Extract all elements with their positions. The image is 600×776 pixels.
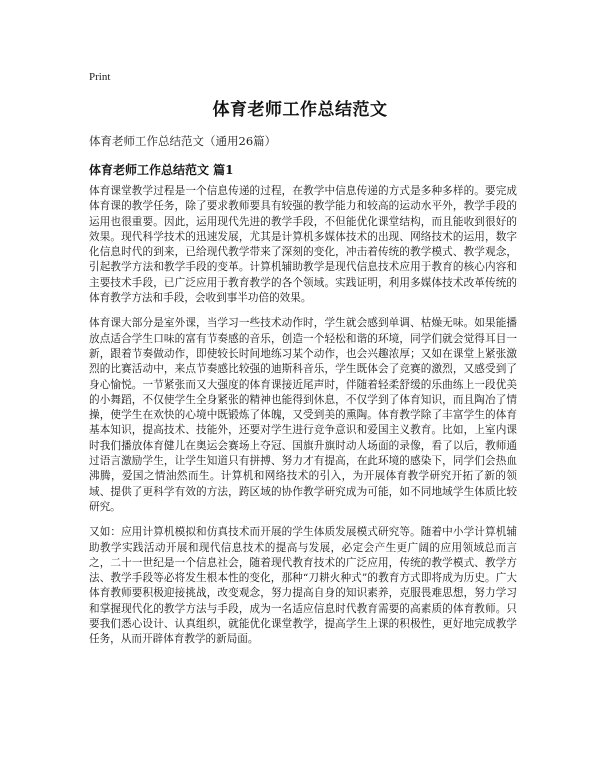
- paragraph-3: 又如：应用计算机模拟和仿真技术而开展的学生体质发展模式研究等。随着中小学计算机辅助教学实践活动开展和现代信息技术的提高与发展，必定会产生更广阔的应用领域总而言之，二十一世纪是一个信息社会，随着现代教育技术的广泛应用，传统的教学模式、教学方法、教学手段等必将发生根本性的变化，那种“刀耕火种式”的教育方式即将成为历史。广大体育教师要积极迎接挑战，改变观念，努力提高自身的知识素养，克服畏难思想，努力学习和掌握现代化的教学方法与手段，成为一名适应信息时代教育需要的高素质的体育教师。只要我们悉心设计、认真组织，就能优化课堂教学，提高学生上课的积极性，更好地完成教学任务，从而开辟体育教学的新局面。: [89, 526, 517, 646]
- article-body: [89, 184, 517, 658]
- paragraph-2: 体育课大部分是室外课，当学习一些技术动作时，学生就会感到单调、枯燥无味。如果能播放点适合学生口味的富有节奏感的音乐，创造一个轻松和谐的环境，同学们就会觉得耳目一新，跟着节奏做动作，即使较长时间地练习某个动作，也会兴趣浓厚；又如在课堂上紧张激烈的比赛活动中，来点节奏感比较强的迪斯科音乐，学生既体会了竞赛的激烈，又感受到了身心愉悦。一节紧张而又大强度的体育课接近尾声时，伴随着轻柔舒缓的乐曲练上一段优美的小舞蹈，不仅使学生全身紧张的精神也能得到休息，不仅学到了体育知识，而且陶冶了情操，使学生在欢快的心境中既锻炼了体魄，又受到美的熏陶。体育教学除了丰富学生的体育基本知识，提高技术、技能外，还要对学生进行竞争意识和爱国主义教育。比如，上室内课时我们播放体育健儿在奥运会赛场上夺冠、国旗升旗时动人场面的录像，看了以后，教师通过语言激励学生，让学生知道只有拼搏、努力才有提高，在此环境的感染下，同学们会热血沸腾，爱国之情油然而生。计算机和网络技术的引入，为开展体育教学研究开拓了新的领域、提供了更科学有效的方法，跨区域的协作教学研究成为可能，如不同地域学生体质比较研究。: [89, 317, 517, 513]
- print-link[interactable]: Print: [89, 71, 111, 83]
- page-title: 体育老师工作总结范文: [212, 100, 388, 120]
- paragraph-1: 体育课堂教学过程是一个信息传递的过程，在教学中信息传递的方式是多种多样的。要完成体育课的教学任务，除了要求教师要具有较强的教学能力和较高的运动水平外，教学手段的运用也很重要。因此，运用现代先进的教学手段，不但能优化课堂结构，而且能收到很好的效果。现代科学技术的迅速发展，尤其是计算机多媒体技术的出现、网络技术的运用，数字化信息时代的到来，已给现代教学带来了深刻的变化，冲击着传统的教学模式、教学观念，引起教学方法和教学手段的变革。计算机辅助教学是现代信息技术应用于教育的核心内容和主要技术手段，已广泛应用于教育教学的各个领域。实践证明，利用多媒体技术改革传统的体育教学方法和手段，会收到事半功倍的效果。: [89, 185, 517, 305]
- section-heading: 体育老师工作总结范文 篇1: [89, 163, 234, 177]
- document-subtitle: 体育老师工作总结范文（通用26篇）: [89, 134, 277, 148]
